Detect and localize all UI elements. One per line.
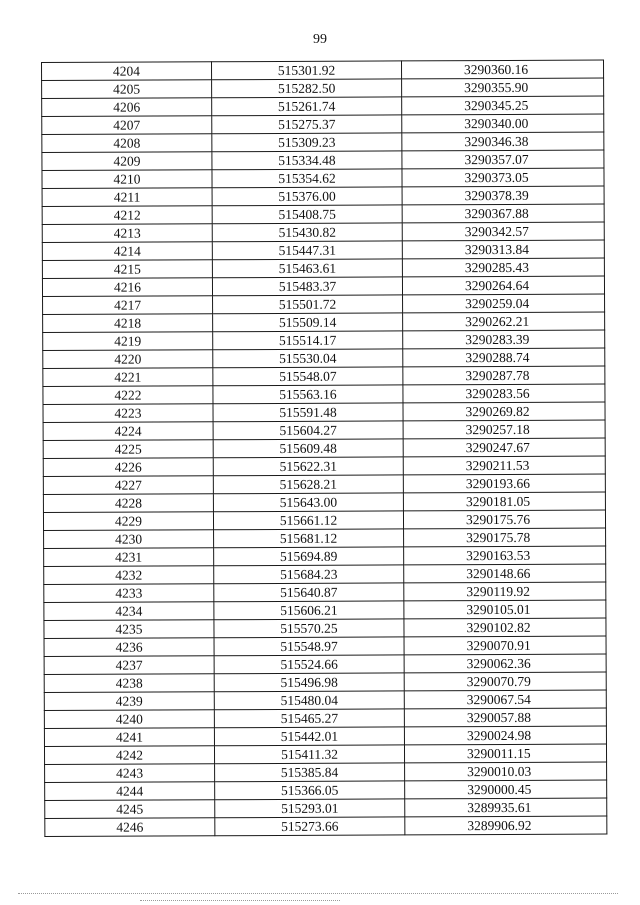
table-body — [42, 60, 607, 836]
x-coordinate-cell: 515591.48 — [213, 403, 403, 422]
table-row — [44, 672, 606, 692]
point-number-cell: 4240 — [44, 710, 214, 729]
y-coordinate-cell: 3290102.82 — [404, 618, 606, 637]
table-row — [43, 510, 605, 530]
point-number-cell: 4208 — [42, 134, 212, 153]
x-coordinate-cell: 515622.31 — [213, 457, 403, 476]
table-row — [44, 546, 606, 566]
table-row — [43, 366, 605, 386]
y-coordinate-cell: 3290360.16 — [401, 60, 603, 79]
y-coordinate-cell: 3290264.64 — [402, 276, 604, 295]
y-coordinate-cell: 3290211.53 — [403, 456, 605, 475]
x-coordinate-cell: 515530.04 — [213, 349, 403, 368]
table-row — [42, 114, 604, 134]
table-row — [45, 762, 607, 782]
point-number-cell: 4245 — [45, 800, 215, 819]
x-coordinate-cell: 515609.48 — [213, 439, 403, 458]
point-number-cell: 4237 — [44, 656, 214, 675]
x-coordinate-cell: 515309.23 — [212, 133, 402, 152]
point-number-cell: 4218 — [43, 314, 213, 333]
table-row — [44, 600, 606, 620]
y-coordinate-cell: 3290346.38 — [402, 132, 604, 151]
y-coordinate-cell: 3290062.36 — [404, 654, 606, 673]
point-number-cell: 4242 — [44, 746, 214, 765]
table-row — [43, 438, 605, 458]
x-coordinate-cell: 515273.66 — [215, 817, 405, 836]
table-row — [44, 636, 606, 656]
point-number-cell: 4236 — [44, 638, 214, 657]
y-coordinate-cell: 3290288.74 — [403, 348, 605, 367]
y-coordinate-cell: 3290011.15 — [404, 744, 606, 763]
scan-artifact-line — [140, 900, 340, 901]
table-row — [44, 564, 606, 584]
x-coordinate-cell: 515275.37 — [212, 115, 402, 134]
x-coordinate-cell: 515681.12 — [214, 529, 404, 548]
table-row — [44, 726, 606, 746]
x-coordinate-cell: 515514.17 — [213, 331, 403, 350]
y-coordinate-cell: 3290070.91 — [404, 636, 606, 655]
point-number-cell: 4224 — [43, 422, 213, 441]
point-number-cell: 4232 — [44, 566, 214, 585]
y-coordinate-cell: 3290373.05 — [402, 168, 604, 187]
point-number-cell: 4221 — [43, 368, 213, 387]
y-coordinate-cell: 3289935.61 — [405, 798, 607, 817]
y-coordinate-cell: 3290010.03 — [405, 762, 607, 781]
y-coordinate-cell: 3290024.98 — [404, 726, 606, 745]
table-row — [44, 654, 606, 674]
point-number-cell: 4210 — [42, 170, 212, 189]
table-row — [43, 294, 605, 314]
point-number-cell: 4220 — [43, 350, 213, 369]
point-number-cell: 4205 — [42, 80, 212, 99]
table-row — [45, 780, 607, 800]
point-number-cell: 4225 — [43, 440, 213, 459]
y-coordinate-cell: 3290175.76 — [403, 510, 605, 529]
table-row — [44, 744, 606, 764]
table-row — [43, 330, 605, 350]
coordinates-table — [41, 60, 607, 837]
point-number-cell: 4219 — [43, 332, 213, 351]
point-number-cell: 4206 — [42, 98, 212, 117]
table-row — [43, 420, 605, 440]
point-number-cell: 4238 — [44, 674, 214, 693]
point-number-cell: 4235 — [44, 620, 214, 639]
point-number-cell: 4233 — [44, 584, 214, 603]
y-coordinate-cell: 3289906.92 — [405, 816, 607, 835]
point-number-cell: 4217 — [43, 296, 213, 315]
y-coordinate-cell: 3290367.88 — [402, 204, 604, 223]
x-coordinate-cell: 515354.62 — [212, 169, 402, 188]
x-coordinate-cell: 515570.25 — [214, 619, 404, 638]
point-number-cell: 4213 — [42, 224, 212, 243]
point-number-cell: 4209 — [42, 152, 212, 171]
table-row — [42, 240, 604, 260]
y-coordinate-cell: 3290181.05 — [403, 492, 605, 511]
x-coordinate-cell: 515480.04 — [214, 691, 404, 710]
point-number-cell: 4231 — [44, 548, 214, 567]
point-number-cell: 4239 — [44, 692, 214, 711]
point-number-cell: 4234 — [44, 602, 214, 621]
x-coordinate-cell: 515463.61 — [212, 259, 402, 278]
page-number: 99 — [313, 32, 327, 47]
x-coordinate-cell: 515640.87 — [214, 583, 404, 602]
point-number-cell: 4243 — [45, 764, 215, 783]
point-number-cell: 4229 — [43, 512, 213, 531]
x-coordinate-cell: 515563.16 — [213, 385, 403, 404]
x-coordinate-cell: 515496.98 — [214, 673, 404, 692]
scan-artifact-line — [18, 893, 618, 894]
y-coordinate-cell: 3290000.45 — [405, 780, 607, 799]
x-coordinate-cell: 515334.48 — [212, 151, 402, 170]
y-coordinate-cell: 3290262.21 — [403, 312, 605, 331]
point-number-cell: 4223 — [43, 404, 213, 423]
x-coordinate-cell: 515661.12 — [213, 511, 403, 530]
table-row — [43, 492, 605, 512]
table-row — [45, 798, 607, 818]
x-coordinate-cell: 515509.14 — [213, 313, 403, 332]
y-coordinate-cell: 3290105.01 — [404, 600, 606, 619]
point-number-cell: 4227 — [43, 476, 213, 495]
x-coordinate-cell: 515524.66 — [214, 655, 404, 674]
x-coordinate-cell: 515604.27 — [213, 421, 403, 440]
point-number-cell: 4241 — [44, 728, 214, 747]
point-number-cell: 4230 — [44, 530, 214, 549]
table-row — [44, 582, 606, 602]
y-coordinate-cell: 3290355.90 — [402, 78, 604, 97]
table-row — [44, 528, 606, 548]
y-coordinate-cell: 3290340.00 — [402, 114, 604, 133]
x-coordinate-cell: 515548.97 — [214, 637, 404, 656]
y-coordinate-cell: 3290345.25 — [402, 96, 604, 115]
x-coordinate-cell: 515261.74 — [212, 97, 402, 116]
y-coordinate-cell: 3290285.43 — [402, 258, 604, 277]
x-coordinate-cell: 515282.50 — [212, 79, 402, 98]
point-number-cell: 4215 — [42, 260, 212, 279]
point-number-cell: 4216 — [42, 278, 212, 297]
table-row — [42, 276, 604, 296]
y-coordinate-cell: 3290259.04 — [403, 294, 605, 313]
point-number-cell: 4244 — [45, 782, 215, 801]
point-number-cell: 4204 — [42, 62, 212, 81]
table-row — [42, 60, 604, 80]
x-coordinate-cell: 515694.89 — [214, 547, 404, 566]
y-coordinate-cell: 3290287.78 — [403, 366, 605, 385]
point-number-cell: 4228 — [43, 494, 213, 513]
table-row — [42, 204, 604, 224]
y-coordinate-cell: 3290357.07 — [402, 150, 604, 169]
x-coordinate-cell: 515548.07 — [213, 367, 403, 386]
x-coordinate-cell: 515376.00 — [212, 187, 402, 206]
point-number-cell: 4212 — [42, 206, 212, 225]
x-coordinate-cell: 515643.00 — [213, 493, 403, 512]
table-row — [43, 384, 605, 404]
y-coordinate-cell: 3290378.39 — [402, 186, 604, 205]
x-coordinate-cell: 515684.23 — [214, 565, 404, 584]
point-number-cell: 4211 — [42, 188, 212, 207]
table-row — [44, 690, 606, 710]
y-coordinate-cell: 3290175.78 — [404, 528, 606, 547]
point-number-cell: 4207 — [42, 116, 212, 135]
x-coordinate-cell: 515606.21 — [214, 601, 404, 620]
x-coordinate-cell: 515385.84 — [215, 763, 405, 782]
table-row — [45, 816, 607, 836]
point-number-cell: 4226 — [43, 458, 213, 477]
x-coordinate-cell: 515447.31 — [212, 241, 402, 260]
x-coordinate-cell: 515430.82 — [212, 223, 402, 242]
y-coordinate-cell: 3290163.53 — [404, 546, 606, 565]
table-row — [43, 312, 605, 332]
table-row — [42, 96, 604, 116]
x-coordinate-cell: 515408.75 — [212, 205, 402, 224]
point-number-cell: 4214 — [42, 242, 212, 261]
x-coordinate-cell: 515628.21 — [213, 475, 403, 494]
x-coordinate-cell: 515483.37 — [212, 277, 402, 296]
table-row — [42, 168, 604, 188]
x-coordinate-cell: 515366.05 — [215, 781, 405, 800]
table-row — [43, 474, 605, 494]
y-coordinate-cell: 3290070.79 — [404, 672, 606, 691]
y-coordinate-cell: 3290057.88 — [404, 708, 606, 727]
x-coordinate-cell: 515442.01 — [214, 727, 404, 746]
table-row — [42, 132, 604, 152]
y-coordinate-cell: 3290283.56 — [403, 384, 605, 403]
y-coordinate-cell: 3290247.67 — [403, 438, 605, 457]
y-coordinate-cell: 3290119.92 — [404, 582, 606, 601]
y-coordinate-cell: 3290148.66 — [404, 564, 606, 583]
table-row — [42, 186, 604, 206]
table-row — [43, 402, 605, 422]
x-coordinate-cell: 515293.01 — [215, 799, 405, 818]
y-coordinate-cell: 3290283.39 — [403, 330, 605, 349]
table-row — [42, 258, 604, 278]
y-coordinate-cell: 3290269.82 — [403, 402, 605, 421]
table-row — [44, 618, 606, 638]
table-row — [44, 708, 606, 728]
table-row — [42, 222, 604, 242]
y-coordinate-cell: 3290067.54 — [404, 690, 606, 709]
table-row — [42, 150, 604, 170]
x-coordinate-cell: 515501.72 — [213, 295, 403, 314]
point-number-cell: 4222 — [43, 386, 213, 405]
table-row — [43, 348, 605, 368]
y-coordinate-cell: 3290257.18 — [403, 420, 605, 439]
point-number-cell: 4246 — [45, 818, 215, 837]
table-row — [42, 78, 604, 98]
x-coordinate-cell: 515301.92 — [212, 61, 402, 80]
table-row — [43, 456, 605, 476]
y-coordinate-cell: 3290313.84 — [402, 240, 604, 259]
y-coordinate-cell: 3290193.66 — [403, 474, 605, 493]
x-coordinate-cell: 515465.27 — [214, 709, 404, 728]
y-coordinate-cell: 3290342.57 — [402, 222, 604, 241]
x-coordinate-cell: 515411.32 — [214, 745, 404, 764]
